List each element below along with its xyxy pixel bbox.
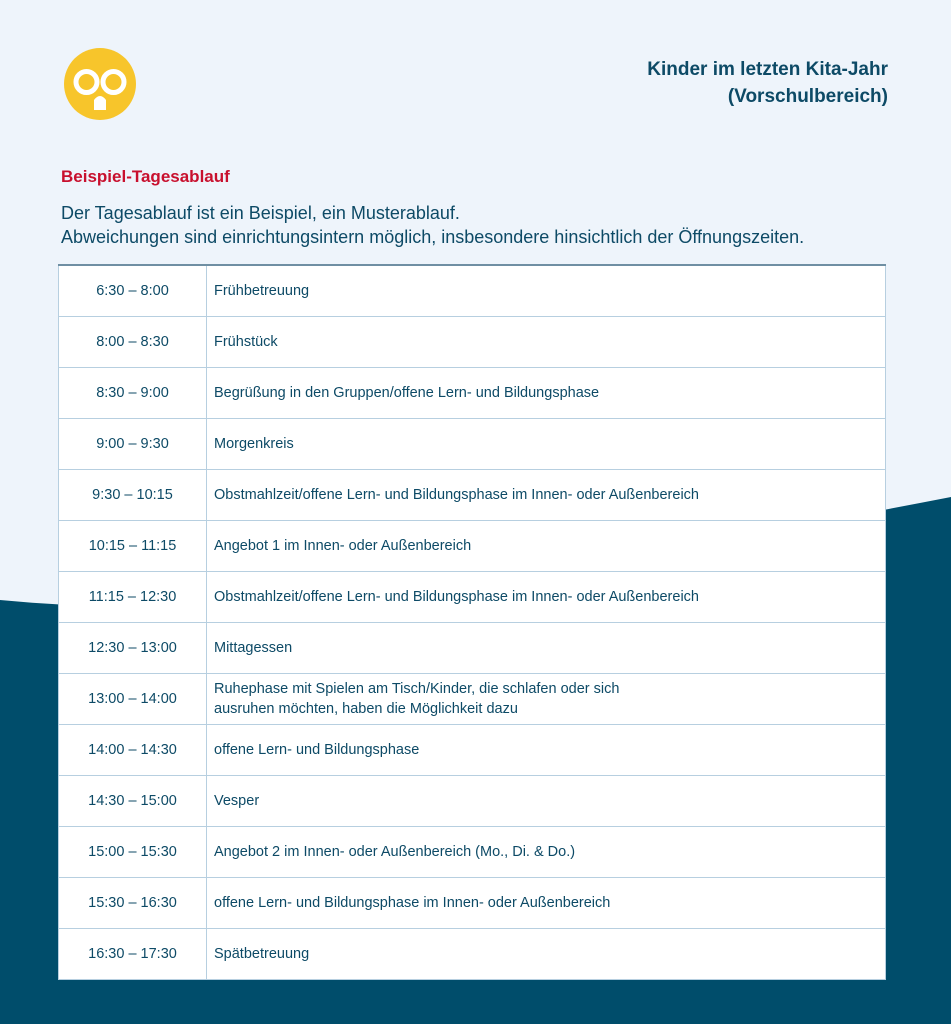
intro-line-1: Der Tagesablauf ist ein Beispiel, ein Musterablauf.	[61, 203, 460, 223]
activity-text: Morgenkreis	[214, 436, 294, 452]
section-title: Beispiel-Tagesablauf	[61, 167, 230, 186]
time-cell: 13:00 – 14:00	[59, 674, 207, 725]
time-cell: 12:30 – 13:00	[59, 623, 207, 674]
activity-cell	[207, 827, 886, 878]
table-row	[59, 725, 886, 776]
activity-cell	[207, 623, 886, 674]
logo-icon	[64, 48, 136, 120]
activity-cell	[207, 419, 886, 470]
activity-text: Mittagessen	[214, 640, 293, 656]
time-cell: 8:00 – 8:30	[59, 317, 207, 368]
time-cell: 14:00 – 14:30	[59, 725, 207, 776]
time-cell: 14:30 – 15:00	[59, 776, 207, 827]
table-row	[59, 317, 886, 368]
activity-cell	[207, 317, 886, 368]
activity-text: ausruhen möchten, haben die Möglichkeit dazu	[214, 701, 518, 717]
table-row	[59, 623, 886, 674]
document-title	[647, 56, 888, 110]
activity-cell	[207, 368, 886, 419]
table-row	[59, 521, 886, 572]
table-row	[59, 572, 886, 623]
time-cell: 15:30 – 16:30	[59, 878, 207, 929]
activity-cell	[207, 470, 886, 521]
table-row	[59, 674, 886, 725]
activity-cell	[207, 265, 886, 317]
time-cell: 11:15 – 12:30	[59, 572, 207, 623]
table-row	[59, 878, 886, 929]
activity-cell	[207, 878, 886, 929]
time-cell: 9:00 – 9:30	[59, 419, 207, 470]
activity-text: Angebot 1 im Innen- oder Außenbereich	[214, 538, 472, 554]
activity-text: Frühbetreuung	[214, 283, 310, 299]
table-row	[59, 776, 886, 827]
activity-cell	[207, 521, 886, 572]
activity-text: offene Lern- und Bildungsphase	[214, 742, 420, 758]
activity-text: Obstmahlzeit/offene Lern- und Bildungsphase im Innen- oder Außenbereich	[214, 487, 699, 503]
time-cell: 6:30 – 8:00	[59, 265, 207, 317]
time-cell: 8:30 – 9:00	[59, 368, 207, 419]
activity-text: Begrüßung in den Gruppen/offene Lern- und Bildungsphase	[214, 385, 600, 401]
intro-line-2: Abweichungen sind einrichtungsintern möglich, insbesondere hinsichtlich der Öffnungszeiten.	[61, 227, 805, 247]
time-cell: 15:00 – 15:30	[59, 827, 207, 878]
activity-text: offene Lern- und Bildungsphase im Innen- oder Außenbereich	[214, 895, 611, 911]
document-title-line2: (Vorschulbereich)	[727, 86, 888, 107]
activity-text: Vesper	[214, 793, 260, 809]
table-row	[59, 929, 886, 980]
activity-text: Obstmahlzeit/offene Lern- und Bildungsphase im Innen- oder Außenbereich	[214, 589, 699, 605]
time-cell: 10:15 – 11:15	[59, 521, 207, 572]
table-row	[59, 470, 886, 521]
activity-cell	[207, 776, 886, 827]
document-title-line1: Kinder im letzten Kita-Jahr	[647, 59, 888, 80]
activity-text: Spätbetreuung	[214, 946, 310, 962]
time-cell: 9:30 – 10:15	[59, 470, 207, 521]
table-row	[59, 265, 886, 317]
time-cell: 16:30 – 17:30	[59, 929, 207, 980]
activity-cell	[207, 674, 886, 725]
activity-text: Ruhephase mit Spielen am Tisch/Kinder, die schlafen oder sich	[214, 681, 620, 697]
table-row	[59, 368, 886, 419]
activity-text: Frühstück	[214, 334, 278, 350]
activity-cell	[207, 572, 886, 623]
intro-text	[61, 201, 804, 249]
activity-text: Angebot 2 im Innen- oder Außenbereich (Mo., Di. & Do.)	[214, 844, 576, 860]
schedule-table	[58, 264, 886, 980]
activity-cell	[207, 725, 886, 776]
table-row	[59, 419, 886, 470]
activity-cell	[207, 929, 886, 980]
table-row	[59, 827, 886, 878]
